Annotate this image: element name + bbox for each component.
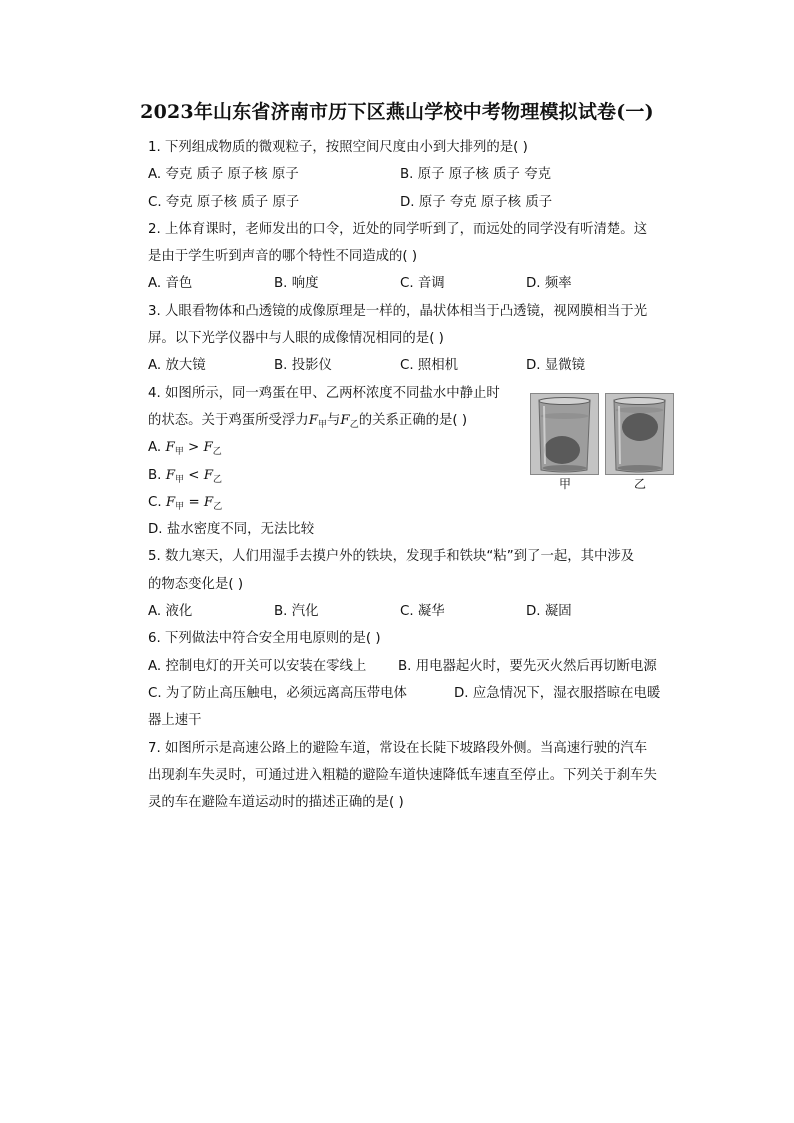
- q7-stem-line2: 出现刹车失灵时，可通过进入粗糙的避险车道快速降低车速直至停止。下列关于刹车失: [148, 767, 657, 783]
- q2-option-d[interactable]: D. 频率: [526, 276, 572, 292]
- q6-options-row2: [148, 680, 678, 707]
- q1-stem: 1. 下列组成物质的微观粒子，按照空间尺度由小到大排列的是( ): [148, 140, 528, 155]
- q6-options-row1: [148, 653, 678, 680]
- q6-option-d[interactable]: D. 应急情况下，湿衣服搭晾在电暖: [454, 685, 661, 701]
- q7-stem-line3: 灵的车在避险车道运动时的描述正确的是( ): [148, 795, 404, 811]
- q4-relation-eq: =: [184, 494, 204, 510]
- q5-option-b[interactable]: B. 汽化: [274, 604, 319, 620]
- q4-stem-part1: 的状态。关于鸡蛋所受浮力: [148, 412, 309, 428]
- q1-option-c[interactable]: C. 夸克 原子核 质子 原子: [148, 194, 300, 210]
- q6-option-b[interactable]: B. 用电器起火时，要先灭火然后再切断电源: [398, 658, 657, 674]
- q4-option-d[interactable]: D. 盐水密度不同，无法比较: [148, 522, 315, 538]
- q7-stem-line1: 7. 如图所示是高速公路上的避险车道，常设在长陡下坡路段外侧。当高速行驶的汽车: [148, 740, 648, 756]
- q5-stem-line2: 的物态变化是( ): [148, 576, 244, 592]
- q4-subscript-jia: 甲: [175, 501, 185, 512]
- q2-option-c[interactable]: C. 音调: [400, 276, 445, 292]
- q4-force-symbol: F: [308, 412, 318, 428]
- q1-option-a[interactable]: A. 夸克 质子 原子核 原子: [148, 167, 299, 183]
- q4-subscript-yi: 乙: [212, 447, 222, 458]
- q4-subscript-jia: 甲: [174, 447, 184, 458]
- q5-options: [148, 598, 678, 625]
- q4-stem-part2: 与: [327, 412, 341, 428]
- q4-subscript-yi: 乙: [213, 474, 223, 485]
- q2-stem-line2: 是由于学生听到声音的哪个特性不同造成的( ): [148, 249, 418, 265]
- q1-options-row2: [148, 189, 678, 216]
- q1-option-d[interactable]: D. 原子 夸克 原子核 质子: [400, 194, 553, 210]
- beaker-jia-image: [531, 394, 598, 474]
- q4-relation-lt: <: [184, 467, 204, 483]
- q4-stem-part3: 的关系正确的是( ): [358, 412, 468, 428]
- q4-option-c[interactable]: [148, 489, 678, 516]
- q6-stem: 6. 下列做法中符合安全用电原则的是( ): [148, 631, 381, 647]
- q4-subscript-jia: 甲: [317, 419, 327, 430]
- q5-option-c[interactable]: C. 凝华: [400, 604, 445, 620]
- q6-option-c[interactable]: C. 为了防止高压触电，必须远离高压带电体: [148, 685, 407, 701]
- q6-option-a[interactable]: A. 控制电灯的开关可以安装在零线上: [148, 658, 367, 674]
- beaker-jia: [530, 393, 599, 475]
- beaker-yi-image: [606, 394, 673, 474]
- q4-stem-line1: 4. 如图所示，同一鸡蛋在甲、乙两杯浓度不同盐水中静止时: [148, 385, 500, 401]
- q5-option-a[interactable]: A. 液化: [148, 604, 193, 620]
- q4-force-symbol: F: [165, 467, 175, 483]
- q4-relation-gt: >: [183, 440, 204, 456]
- q2-option-a[interactable]: A. 音色: [148, 276, 193, 292]
- q4-option-a-label: A.: [148, 440, 166, 456]
- q3-stem-line1: 3. 人眼看物体和凸透镜的成像原理是一样的，晶状体相当于凸透镜，视网膜相当于光: [148, 303, 648, 319]
- figure-label-jia: 甲: [559, 477, 572, 491]
- q4-subscript-yi: 乙: [349, 419, 359, 430]
- q2-options: [148, 270, 678, 297]
- q4-force-symbol: F: [203, 467, 214, 483]
- q4-option-c-label: C.: [148, 494, 166, 510]
- page-title: 2023年山东省济南市历下区燕山学校中考物理模拟试卷(一): [140, 101, 654, 123]
- q3-option-a[interactable]: A. 放大镜: [148, 358, 206, 374]
- q4-subscript-yi: 乙: [213, 501, 223, 512]
- q3-option-c[interactable]: C. 照相机: [400, 358, 459, 374]
- q3-options: [148, 352, 678, 379]
- q4-force-symbol: F: [165, 494, 176, 510]
- q4-force-symbol: F: [203, 494, 214, 510]
- egg-jia: [544, 436, 580, 464]
- q4-option-b-label: B.: [148, 467, 166, 483]
- q3-stem-line2: 屏。以下光学仪器中与人眼的成像情况相同的是( ): [148, 331, 444, 347]
- figure-label-yi: 乙: [634, 477, 647, 491]
- q3-option-d[interactable]: D. 显微镜: [526, 358, 585, 374]
- beaker-yi: [605, 393, 674, 475]
- q2-stem-line1: 2. 上体育课时，老师发出的口令，近处的同学听到了，而远处的同学没有听清楚。这: [148, 221, 648, 237]
- q1-option-b[interactable]: B. 原子 原子核 质子 夸克: [400, 167, 551, 183]
- q1-options-row1: [148, 161, 678, 188]
- q6-option-d-continued: 器上速干: [148, 713, 202, 729]
- q4-force-symbol: F: [203, 440, 213, 456]
- q2-option-b[interactable]: B. 响度: [274, 276, 319, 292]
- q4-force-symbol: F: [165, 440, 175, 456]
- q5-stem-line1: 5. 数九寒天，人们用湿手去摸户外的铁块，发现手和铁块“粘”到了一起，其中涉及: [148, 549, 635, 565]
- q4-subscript-jia: 甲: [175, 474, 185, 485]
- q3-option-b[interactable]: B. 投影仪: [274, 358, 332, 374]
- egg-yi: [622, 413, 658, 441]
- q4-force-symbol: F: [340, 412, 350, 428]
- q5-option-d[interactable]: D. 凝固: [526, 604, 572, 620]
- question-list: [148, 134, 678, 816]
